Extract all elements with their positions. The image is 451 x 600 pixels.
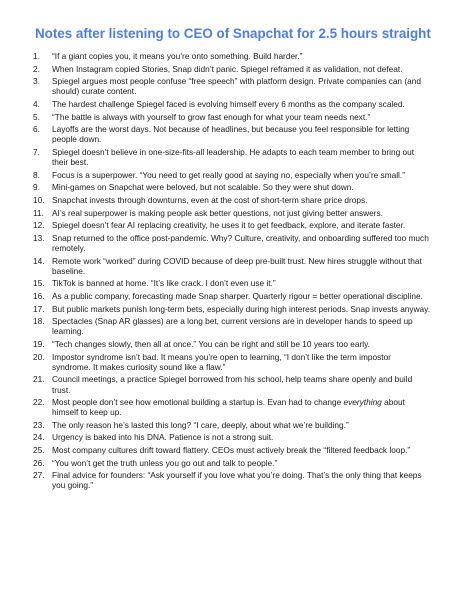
item-number: 7. [33, 146, 40, 157]
item-number: 24. [33, 432, 45, 443]
item-number: 10. [33, 194, 45, 205]
list-item [32, 304, 431, 314]
item-number: 15. [33, 278, 45, 289]
item-text: Most company cultures drift toward flattery. CEOs must actively break the “filtered feedback loop.” [52, 445, 411, 456]
list-item [32, 208, 431, 218]
item-text: TikTok is banned at home. “It’s like crack. I don’t even use it.” [52, 278, 276, 289]
item-text: The hardest challenge Spiegel faced is evolving himself every 6 months as the company scaled. [52, 98, 405, 109]
list-item [32, 99, 431, 109]
item-text: AI’s real superpower is making people ask better questions, not just giving better answers. [52, 207, 383, 218]
item-text: Spectacles (Snap AR glasses) are a long bet, current versions are in developer hands to speed up learning. [52, 316, 413, 337]
item-text: Urgency is baked into his DNA. Patience is not a strong suit. [52, 432, 274, 443]
item-text: As a public company, forecasting made Snap sharper. Quarterly rigour = better operational discipline. [52, 290, 423, 301]
item-text: But public markets punish long-term bets, especially during high interest periods. Snap invests anyway. [52, 303, 431, 314]
item-text: “Tech changes slowly, then all at once.” You can be right and still be 10 years too early. [52, 338, 370, 349]
list-item [32, 420, 431, 430]
item-number: 6. [33, 124, 40, 135]
item-text: The only reason he’s lasted this long? “I care, deeply, about what we’re building.” [52, 419, 349, 430]
item-number: 12. [33, 220, 45, 231]
list-item [32, 352, 431, 372]
item-number: 17. [33, 303, 45, 314]
item-number: 14. [33, 255, 45, 266]
list-item [32, 76, 431, 96]
item-text: Impostor syndrome isn’t bad. It means you’re open to learning, “I don’t like the term impostor syndrome. It makes curiosity sound like a flaw.” [52, 351, 391, 372]
list-item [32, 170, 431, 180]
item-text: Snap returned to the office post-pandemic. Why? Culture, creativity, and onboarding suffered too much remotely. [52, 232, 429, 253]
list-item [32, 64, 431, 74]
item-text: Spiegel doesn’t fear AI replacing creativity, he uses it to get feedback, explore, and iterate faster. [52, 220, 406, 231]
item-text: Final advice for founders: “Ask yourself if you love what you’re doing. That’s the only thing that keeps you going.” [52, 470, 422, 491]
list-item [32, 470, 431, 490]
list-item [32, 124, 431, 144]
list-item [32, 458, 431, 468]
item-text: Focus is a superpower. “You need to get really good at saying no, especially when you’re small.” [52, 169, 405, 180]
item-number: 9. [33, 182, 40, 193]
list-item [32, 195, 431, 205]
item-number: 2. [33, 63, 40, 74]
list-item [32, 445, 431, 455]
list-item [32, 291, 431, 301]
item-text: “You won’t get the truth unless you go out and talk to people.” [52, 457, 278, 468]
item-text-part: about himself to keep up. [52, 397, 405, 418]
item-number: 13. [33, 232, 45, 243]
item-text [52, 397, 431, 417]
list-item [32, 397, 431, 417]
list-item [32, 220, 431, 230]
item-number: 16. [33, 290, 45, 301]
item-text-emphasis: everything [343, 397, 382, 408]
list-item [32, 316, 431, 336]
item-number: 27. [33, 470, 45, 481]
list-item [32, 51, 431, 61]
list-item [32, 374, 431, 394]
item-number: 4. [33, 98, 40, 109]
item-text: Spiegel doesn’t believe in one-size-fits-all leadership. He adapts to each team member to bring out their best. [52, 146, 415, 168]
list-item [32, 256, 431, 276]
item-number: 1. [33, 51, 40, 61]
item-number: 11. [33, 207, 44, 218]
item-number: 26. [33, 457, 45, 468]
notes-list [32, 51, 431, 491]
item-number: 21. [33, 374, 45, 385]
item-number: 25. [33, 445, 45, 456]
item-text-part: Most people don’t see how emotional building a startup is. Evan had to change [52, 397, 344, 408]
item-number: 20. [33, 351, 45, 362]
item-text: Remote work “worked” during COVID because of deep pre-built trust. New hires struggle without that baseline. [52, 255, 422, 276]
item-number: 5. [33, 111, 40, 122]
item-number: 18. [33, 316, 45, 327]
item-text: “The battle is always with yourself to grow fast enough for what your team needs next.” [52, 111, 371, 122]
item-text: When Instagram copied Stories, Snap didn’t panic. Spiegel reframed it as validation, not defeat. [52, 63, 403, 74]
list-item [32, 432, 431, 442]
list-item [32, 182, 431, 192]
item-number: 8. [33, 169, 40, 180]
list-item [32, 339, 431, 349]
item-text: Spiegel argues most people confuse “free speech” with platform design. Private companies can (and should) curate content. [52, 76, 421, 97]
list-item [32, 112, 431, 122]
item-text: Snapchat invests through downturns, even at the cost of short-term share price drops. [52, 194, 368, 205]
item-number: 19. [33, 338, 45, 349]
item-number: 3. [33, 76, 40, 87]
list-item [32, 233, 431, 253]
list-item [32, 147, 431, 167]
item-text: “If a giant copies you, it means you’re onto something. Build harder.” [52, 51, 303, 61]
document-title: Notes after listening to CEO of Snapchat for 2.5 hours straight [35, 26, 431, 41]
item-number: 22. [33, 397, 45, 408]
item-text: Layoffs are the worst days. Not because of headlines, but because you feel responsible for letting people down. [52, 124, 410, 145]
item-text: Mini-games on Snapchat were beloved, but not scalable. So they were shut down. [52, 182, 354, 193]
list-item [32, 278, 431, 288]
item-text: Council meetings, a practice Spiegel borrowed from his school, help teams share openly and build trust. [52, 374, 413, 395]
item-number: 23. [33, 419, 45, 430]
